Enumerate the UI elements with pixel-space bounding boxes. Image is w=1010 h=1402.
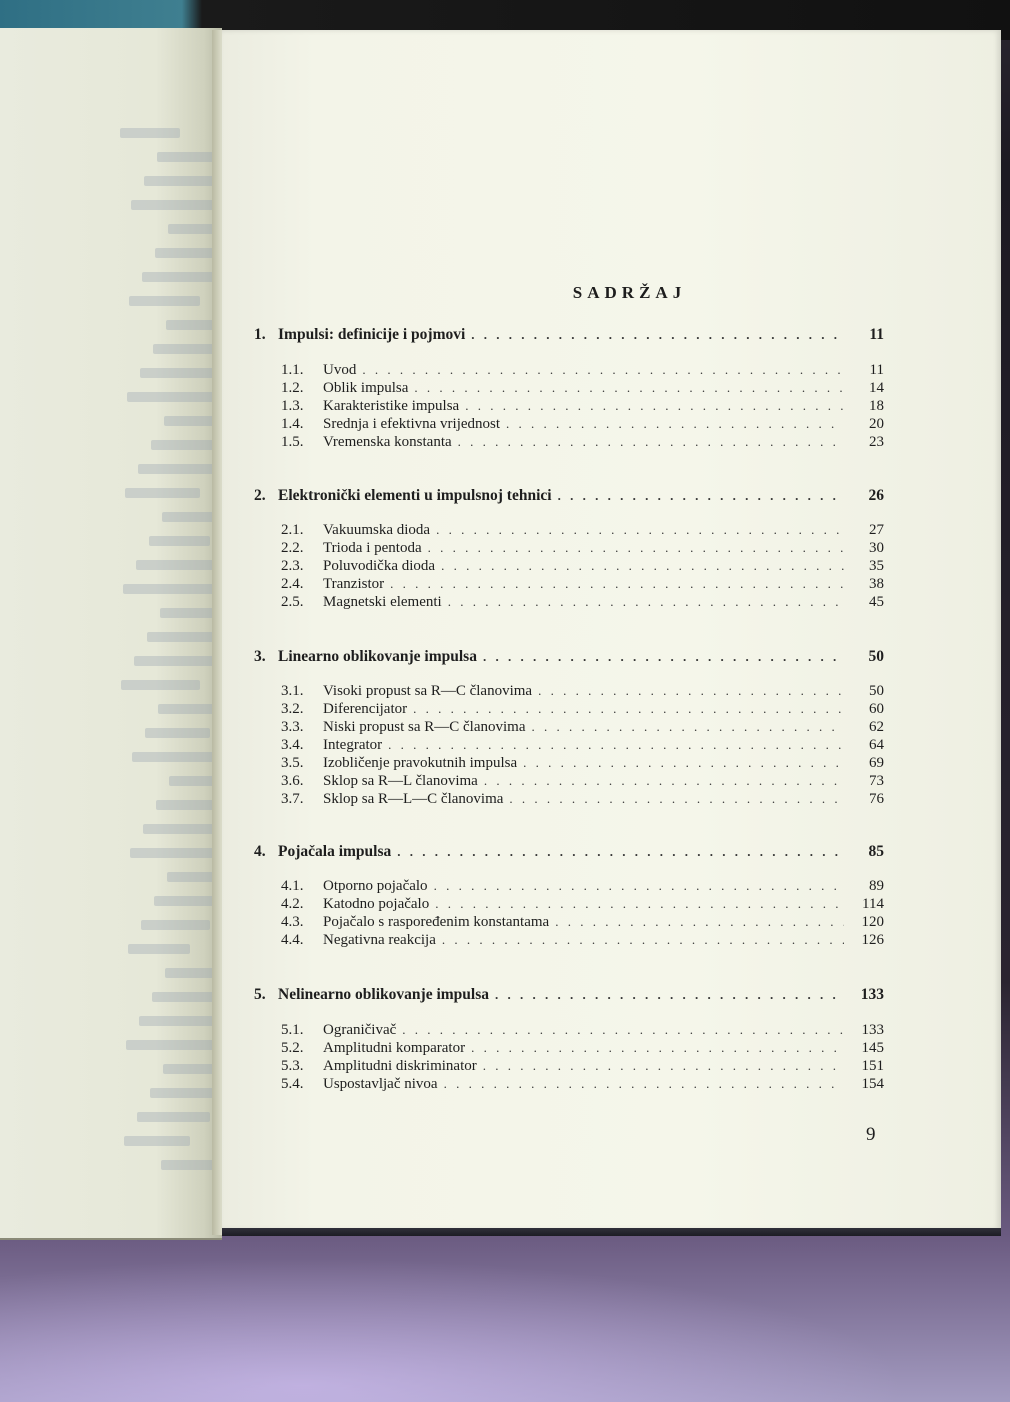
toc-section (281, 755, 884, 773)
toc-title: Ograničivač (323, 1022, 397, 1038)
toc-page: 45 (869, 594, 884, 610)
toc-section (281, 576, 884, 594)
toc-number: 3.3. (281, 719, 304, 735)
toc-title: Negativna reakcija (323, 932, 436, 948)
toc-page: 62 (869, 719, 884, 735)
toc-section (281, 398, 884, 416)
toc-title: Poluvodička dioda (323, 558, 436, 574)
toc-leader-dots (483, 1058, 844, 1074)
toc-leader-dots (495, 987, 844, 1003)
toc-title: Elektronički elementi u impulsnoj tehnici (278, 487, 552, 504)
toc-leader-dots (414, 380, 844, 396)
toc-title: Impulsi: definicije i pojmovi (278, 326, 466, 343)
toc-leader-dots (436, 522, 844, 538)
toc-page: 126 (861, 932, 884, 948)
toc-section (281, 896, 884, 914)
toc-title: Amplitudni komparator (323, 1040, 466, 1056)
toc-number: 3.6. (281, 773, 304, 789)
toc-title: Amplitudni diskriminator (323, 1058, 477, 1074)
toc-number: 2.4. (281, 576, 304, 592)
toc-leader-dots (397, 844, 844, 860)
toc-section (281, 1076, 884, 1094)
toc-number: 2.5. (281, 594, 304, 610)
toc-leader-dots (509, 791, 844, 807)
toc-page: 27 (869, 522, 884, 538)
toc-number: 1.4. (281, 416, 304, 432)
toc-leader-dots (484, 773, 844, 789)
toc-leader-dots (442, 932, 844, 948)
toc-number: 1. (254, 326, 266, 343)
toc-number: 5. (254, 986, 266, 1003)
toc-page: 18 (869, 398, 884, 414)
toc-leader-dots (444, 1076, 844, 1092)
toc-section (281, 594, 884, 612)
toc-title: Izobličenje pravokutnih impulsa (323, 755, 518, 771)
toc-title: Trioda i pentoda (323, 540, 422, 556)
toc-section (281, 719, 884, 737)
toc-page: 11 (869, 326, 884, 343)
toc-section (281, 737, 884, 755)
toc-title: Karakteristike impulsa (323, 398, 460, 414)
toc-number: 3.2. (281, 701, 304, 717)
toc-page: 14 (869, 380, 884, 396)
page-number: 9 (866, 1124, 876, 1145)
toc-number: 4.1. (281, 878, 304, 894)
toc-section (281, 362, 884, 380)
toc-number: 3.5. (281, 755, 304, 771)
toc-title: Uvod (323, 362, 357, 378)
toc-number: 2.3. (281, 558, 304, 574)
toc-page: 133 (861, 1022, 884, 1038)
toc-page: 154 (861, 1076, 884, 1092)
toc-page: 35 (869, 558, 884, 574)
toc-title: Tranzistor (323, 576, 385, 592)
toc-title: Integrator (323, 737, 383, 753)
toc-section (281, 522, 884, 540)
toc-title: Vakuumska dioda (323, 522, 431, 538)
toc-leader-dots (532, 719, 845, 735)
toc-page: 20 (869, 416, 884, 432)
toc-title: Otporno pojačalo (323, 878, 428, 894)
toc-title: Nelinearno oblikovanje impulsa (278, 986, 489, 1003)
toc-leader-dots (471, 1040, 844, 1056)
toc-leader-dots (413, 701, 844, 717)
toc-leader-dots (390, 576, 844, 592)
toc-chapter (254, 326, 884, 344)
toc-number: 5.1. (281, 1022, 304, 1038)
toc-page: 30 (869, 540, 884, 556)
toc-title: Katodno pojačalo (323, 896, 430, 912)
toc-page: 50 (869, 683, 884, 699)
toc-page: 64 (869, 737, 884, 753)
toc-page: 151 (861, 1058, 884, 1074)
toc-section (281, 878, 884, 896)
toc-leader-dots (523, 755, 844, 771)
toc-section (281, 416, 884, 434)
toc-section (281, 683, 884, 701)
toc-leader-dots (558, 488, 844, 504)
toc-page: 76 (869, 791, 884, 807)
toc-leader-dots (555, 914, 844, 930)
toc-title: Oblik impulsa (323, 380, 409, 396)
toc-number: 1.3. (281, 398, 304, 414)
toc-chapter (254, 648, 884, 666)
toc-number: 3.1. (281, 683, 304, 699)
toc-number: 3.7. (281, 791, 304, 807)
toc-page: 26 (868, 487, 884, 504)
toc-number: 1.2. (281, 380, 304, 396)
toc-number: 1.5. (281, 434, 304, 450)
toc-page: 60 (869, 701, 884, 717)
toc-section (281, 914, 884, 932)
toc-title: Magnetski elementi (323, 594, 442, 610)
toc-title: Vremenska konstanta (323, 434, 452, 450)
toc-chapter (254, 843, 884, 861)
toc-page: 114 (862, 896, 884, 912)
toc-leader-dots (402, 1022, 844, 1038)
toc-number: 3. (254, 648, 266, 665)
toc-title: Linearno oblikovanje impulsa (278, 648, 477, 665)
toc-page: 69 (869, 755, 884, 771)
toc-number: 2.2. (281, 540, 304, 556)
toc-title: Visoki propust sa R—C članovima (323, 683, 533, 699)
toc-section (281, 558, 884, 576)
toc-chapter (254, 986, 884, 1004)
toc-leader-dots (448, 594, 844, 610)
toc-page: 11 (869, 362, 884, 378)
toc-leader-dots (428, 540, 844, 556)
toc-number: 5.2. (281, 1040, 304, 1056)
toc-number: 4.3. (281, 914, 304, 930)
toc-chapter (254, 487, 884, 505)
toc-page: 133 (860, 986, 884, 1003)
toc-number: 1.1. (281, 362, 304, 378)
toc-section (281, 701, 884, 719)
toc-section (281, 540, 884, 558)
toc-section (281, 380, 884, 398)
toc-title: Uspostavljač nivoa (323, 1076, 438, 1092)
toc-section (281, 773, 884, 791)
toc-number: 4. (254, 843, 266, 860)
toc-page: 120 (861, 914, 884, 930)
toc-page: 85 (868, 843, 884, 860)
toc-title: Sklop sa R—L—C članovima (323, 791, 504, 807)
toc-leader-dots (471, 327, 844, 343)
toc-number: 3.4. (281, 737, 304, 753)
page-title: SADRŽAJ (572, 283, 687, 302)
toc-leader-dots (388, 737, 844, 753)
toc-number: 5.3. (281, 1058, 304, 1074)
toc-page: 73 (869, 773, 884, 789)
toc-number: 2. (254, 487, 266, 504)
toc-leader-dots (434, 878, 844, 894)
light-glare (0, 1236, 1010, 1402)
toc-title: Srednja i efektivna vrijednost (323, 416, 501, 432)
toc-leader-dots (362, 362, 844, 378)
toc-page: 23 (869, 434, 884, 450)
toc-leader-dots (465, 398, 844, 414)
toc-section (281, 1022, 884, 1040)
toc-leader-dots (506, 416, 844, 432)
toc-title: Diferencijator (323, 701, 408, 717)
toc-title: Niski propust sa R—C članovima (323, 719, 526, 735)
toc-leader-dots (538, 683, 844, 699)
toc-title: Sklop sa R—L članovima (323, 773, 478, 789)
toc-page: 145 (861, 1040, 884, 1056)
toc-page: 38 (869, 576, 884, 592)
toc-number: 4.4. (281, 932, 304, 948)
toc-leader-dots (441, 558, 844, 574)
toc-page: 89 (869, 878, 884, 894)
toc-title: Pojačalo s raspoređenim konstantama (323, 914, 550, 930)
toc-leader-dots (435, 896, 844, 912)
toc-section (281, 1040, 884, 1058)
toc-section (281, 1058, 884, 1076)
toc-leader-dots (458, 434, 844, 450)
toc-section (281, 791, 884, 809)
toc-title: Pojačala impulsa (278, 843, 392, 860)
toc-page: 50 (868, 648, 884, 665)
toc-number: 5.4. (281, 1076, 304, 1092)
toc-leader-dots (483, 649, 844, 665)
toc-number: 2.1. (281, 522, 304, 538)
toc-section (281, 434, 884, 452)
toc-number: 4.2. (281, 896, 304, 912)
toc-section (281, 932, 884, 950)
